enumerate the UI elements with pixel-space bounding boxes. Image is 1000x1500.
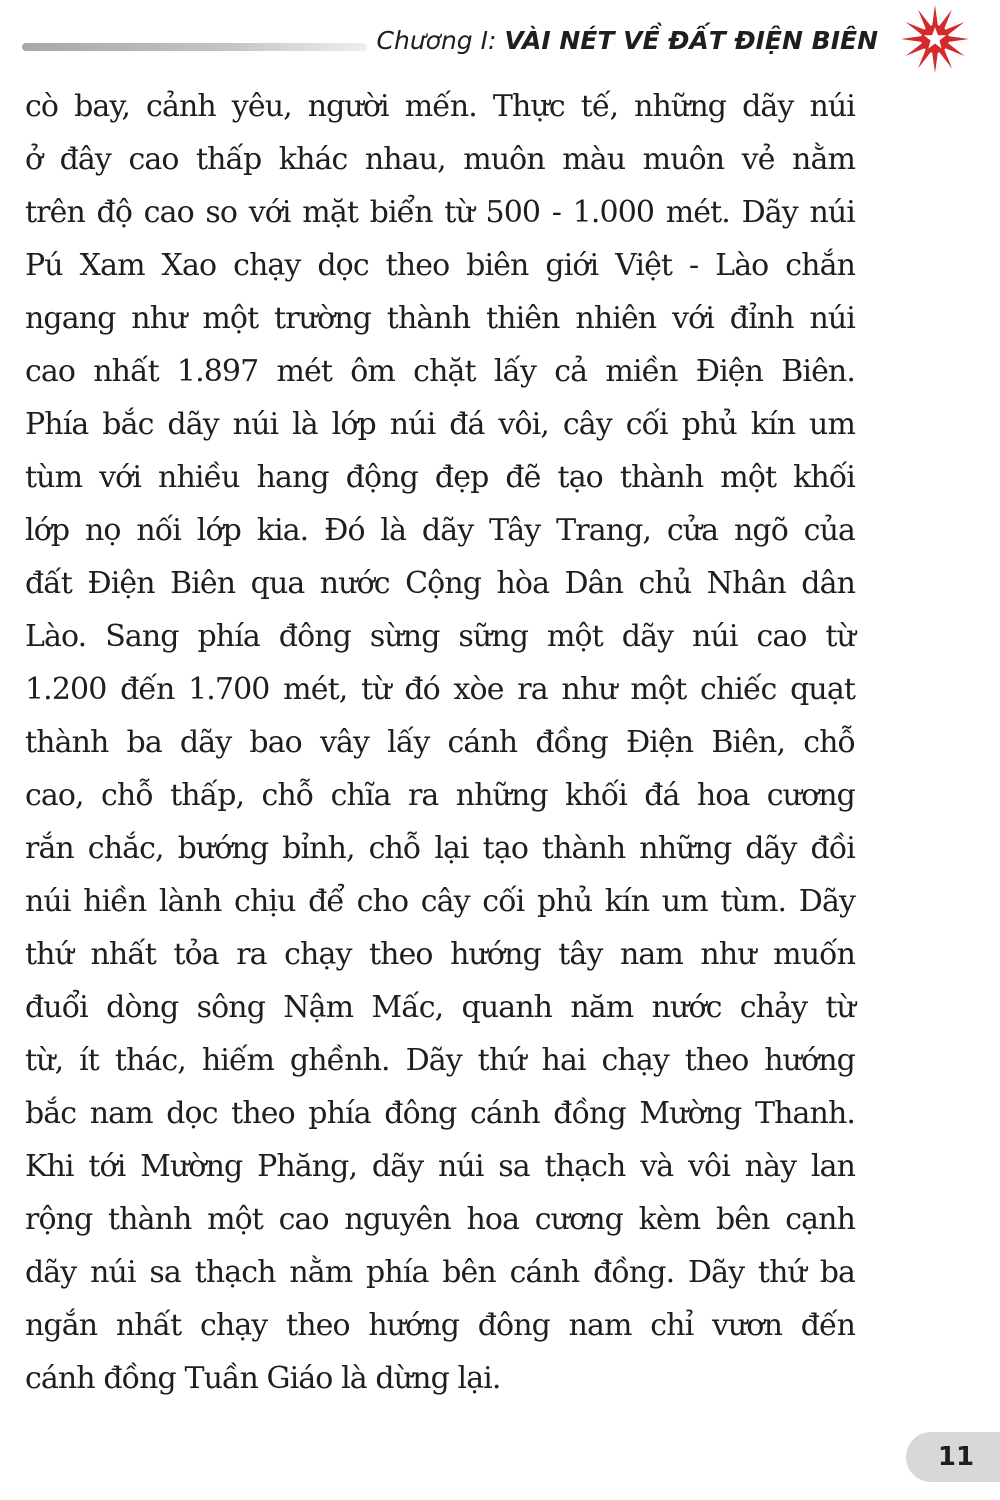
page-number: 11 bbox=[937, 1442, 975, 1472]
text-line: cao nhất 1.897 mét ôm chặt lấy cả miền Điện Biên. bbox=[25, 354, 855, 389]
text-line: trên độ cao so với mặt biển từ 500 - 1.000 mét. Dãy núi bbox=[25, 195, 855, 230]
text-line: ở đây cao thấp khác nhau, muôn màu muôn vẻ nằm bbox=[25, 142, 855, 177]
text-line: 1.200 đến 1.700 mét, từ đó xòe ra như một chiếc quạt bbox=[25, 672, 855, 707]
text-line: từ, ít thác, hiếm ghềnh. Dãy thứ hai chạy theo hướng bbox=[25, 1043, 855, 1078]
running-head bbox=[377, 26, 878, 55]
text-line: núi hiền lành chịu để cho cây cối phủ kín um tùm. Dãy bbox=[25, 884, 855, 919]
body-text bbox=[25, 80, 855, 1405]
text-line: lớp nọ nối lớp kia. Đó là dãy Tây Trang, cửa ngõ của bbox=[25, 513, 855, 548]
text-line: Phía bắc dãy núi là lớp núi đá vôi, cây cối phủ kín um bbox=[25, 407, 855, 442]
text-line: cao, chỗ thấp, chỗ chĩa ra những khối đá hoa cương bbox=[25, 778, 855, 813]
text-line: rắn chắc, bướng bỉnh, chỗ lại tạo thành những dãy đồi bbox=[25, 831, 855, 866]
header-rule bbox=[22, 43, 367, 51]
text-line: thứ nhất tỏa ra chạy theo hướng tây nam như muốn bbox=[25, 937, 855, 972]
text-line: ngang như một trường thành thiên nhiên với đỉnh núi bbox=[25, 301, 855, 336]
text-line: Pú Xam Xao chạy dọc theo biên giới Việt - Lào chắn bbox=[25, 248, 855, 283]
text-line: đuổi dòng sông Nậm Mấc, quanh năm nước chảy từ bbox=[25, 990, 855, 1025]
text-line: thành ba dãy bao vây lấy cánh đồng Điện Biên, chỗ bbox=[25, 725, 855, 760]
chapter-label: Chương I: bbox=[376, 26, 505, 55]
text-line: Lào. Sang phía đông sừng sững một dãy núi cao từ bbox=[25, 619, 855, 654]
text-line: tùm với nhiều hang động đẹp đẽ tạo thành một khối bbox=[25, 460, 855, 495]
text-line: cánh đồng Tuần Giáo là dừng lại. bbox=[25, 1361, 501, 1396]
text-line: bắc nam dọc theo phía đông cánh đồng Mường Thanh. bbox=[25, 1096, 855, 1131]
text-line: ngắn nhất chạy theo hướng đông nam chỉ vươn đến bbox=[25, 1308, 855, 1343]
text-line: cò bay, cảnh yêu, người mến. Thực tế, những dãy núi bbox=[25, 89, 855, 124]
text-line: Khi tới Mường Phăng, dãy núi sa thạch và vôi này lan bbox=[25, 1149, 855, 1184]
red-star-badge-icon bbox=[898, 2, 972, 76]
text-line: đất Điện Biên qua nước Cộng hòa Dân chủ Nhân dân bbox=[25, 566, 855, 601]
text-line: dãy núi sa thạch nằm phía bên cánh đồng. Dãy thứ ba bbox=[25, 1255, 855, 1290]
chapter-title: VÀI NÉT VỀ ĐẤT ĐIỆN BIÊN bbox=[504, 26, 878, 55]
text-line: rộng thành một cao nguyên hoa cương kèm bên cạnh bbox=[25, 1202, 855, 1237]
